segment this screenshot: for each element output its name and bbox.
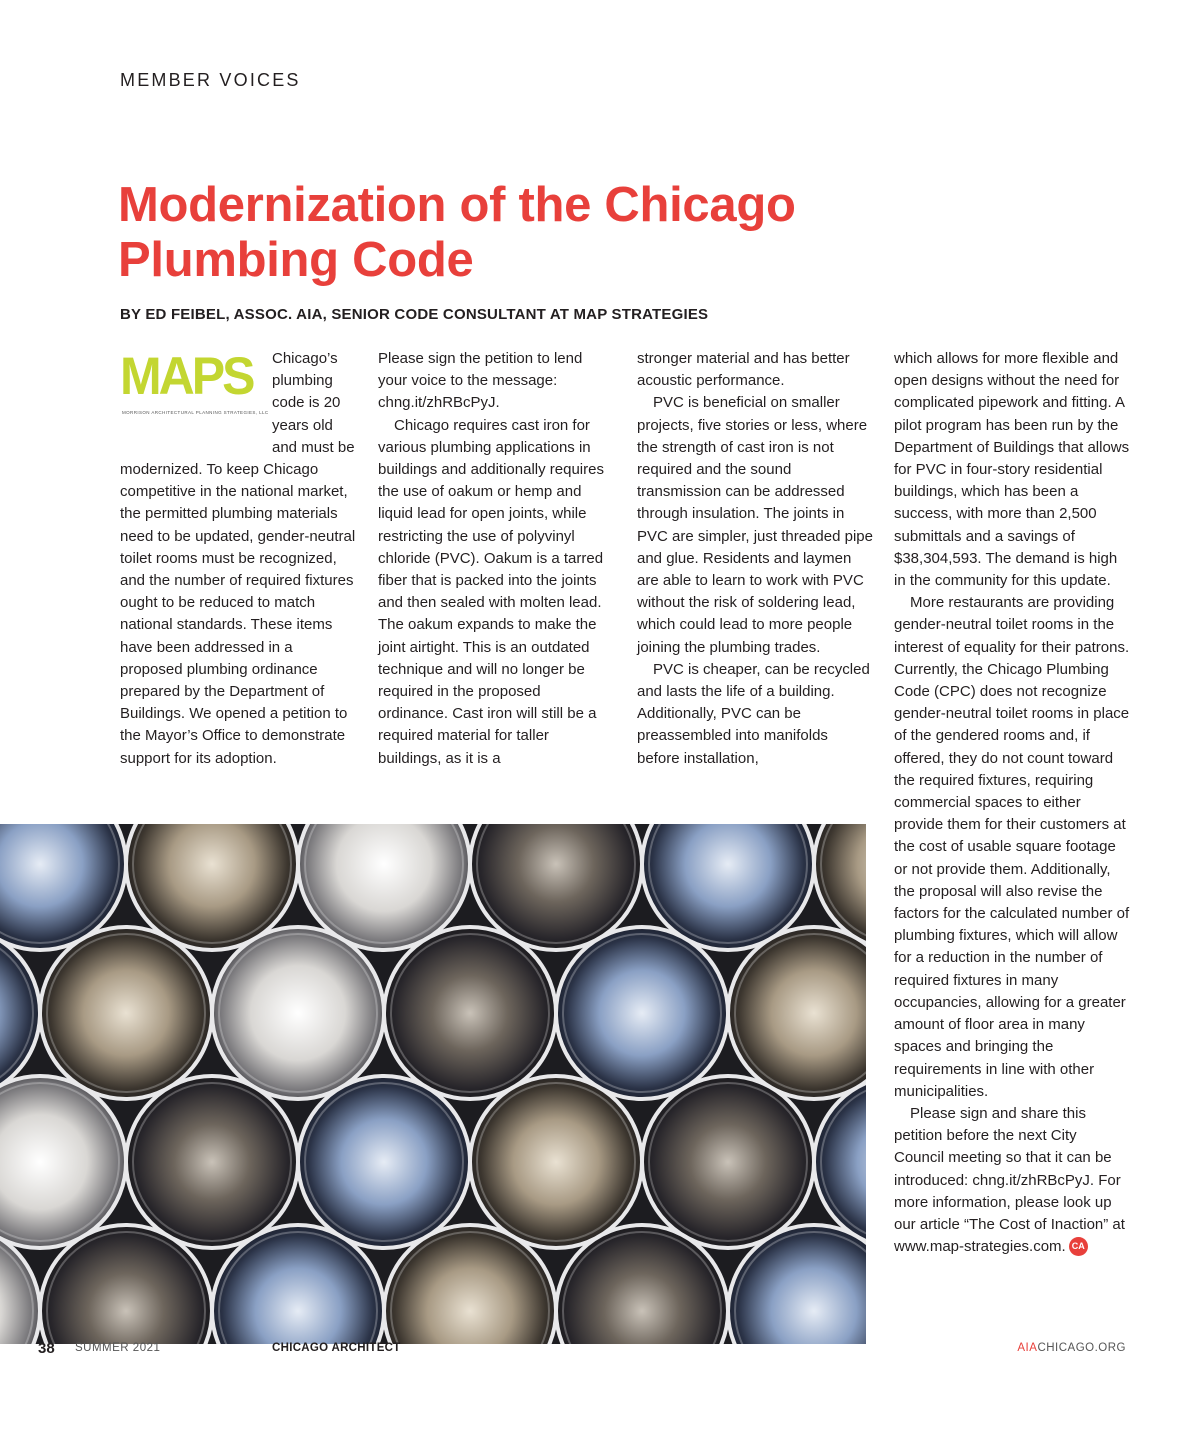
website-rest: CHICAGO.ORG: [1037, 1342, 1126, 1354]
pipe-end: [212, 927, 384, 1099]
pipe-end: [40, 927, 212, 1099]
article-title: Modernization of the Chicago Plumbing Code: [118, 178, 796, 287]
pipe-end: [298, 1076, 470, 1248]
paragraph: stronger material and has better acoustic performance.: [637, 350, 850, 390]
text-column-4: [894, 348, 1130, 1258]
website-accent: AIA: [1017, 1342, 1038, 1354]
paragraph: PVC is cheaper, can be recycled and lasts the life of a building. Additionally, PVC can be preassembled into manifolds before installation,: [637, 660, 870, 767]
paragraph: Chicago’s plumbing code is 20 years old and must be modernized. To keep Chicago competitive in the national market, the permitted plumbing materials need to be updated, gender-neutral toilet rooms must be recognized, and the number of required fixtures ought to be reduced to match national standards. These items have been addressed in a proposed plumbing ordinance prepared by the Department of Buildings. We opened a petition to the Mayor’s Office to demonstrate support for its adoption.: [120, 350, 356, 767]
page-number: 38: [38, 1340, 55, 1357]
page-footer: [0, 1340, 1200, 1360]
byline: BY ED FEIBEL, ASSOC. AIA, SENIOR CODE CONSULTANT AT MAP STRATEGIES: [120, 306, 709, 323]
section-label: MEMBER VOICES: [120, 70, 301, 90]
pipe-end: [642, 1076, 814, 1248]
paragraph-text: Please sign and share this petition before the next City Council meeting so that it can be introduced: chng.it/zhRBcPyJ. For more information, please look up our article “The Cost of Inaction” at www.map-strategies.com.: [894, 1104, 1125, 1256]
pipes-photo: [0, 824, 866, 1344]
pipe-end: [556, 927, 728, 1099]
maps-logo-text: MAPS: [120, 346, 253, 406]
pipe-end: [384, 927, 556, 1099]
text-column-3: [637, 348, 873, 770]
paragraph: which allows for more flexible and open designs without the need for complicated pipework and fitting. A pilot program has been run by the Department of Buildings that allows for PVC in four-story residential buildings, which has been a success, with more than 2,500 submittals and a savings of $38,304,593. The demand is high in the community for this update.: [894, 350, 1130, 590]
paragraph: Please sign the petition to lend your voice to the message: chng.it/zhRBcPyJ.: [378, 350, 583, 412]
text-column-2: [378, 348, 614, 770]
paragraph: Chicago requires cast iron for various plumbing applications in buildings and additionally requires the use of oakum or hemp and liquid lead for open joints, while restricting the use of polyvinyl chloride (PVC). Oakum is a tarred fiber that is packed into the joints and then sealed with molten lead. The oakum expands to make the joint airtight. This is an outdated technique and will no longer be required in the proposed ordinance. Cast iron will still be a required material for taller buildings, as it is a: [378, 416, 604, 767]
ca-end-icon: CA: [1069, 1237, 1088, 1256]
text-column-1: [120, 348, 356, 770]
issue-date: SUMMER 2021: [75, 1342, 161, 1354]
magazine-name: CHICAGO ARCHITECT: [272, 1342, 401, 1354]
paragraph-final: [894, 1103, 1130, 1258]
maps-logo: [120, 346, 269, 444]
paragraph: PVC is beneficial on smaller projects, five stories or less, where the strength of cast iron is not required and the sound transmission can be addressed through insulation. The joints in PVC are simpler, just threaded pipe and glue. Residents and laymen are able to learn to work with PVC without the risk of soldering lead, which could lead to more people joining the plumbing trades.: [637, 394, 873, 656]
paragraph: More restaurants are providing gender-neutral toilet rooms in the interest of equality for their patrons. Currently, the Chicago Plumbing Code (CPC) does not recognize gender-neutral toilet rooms in place of the gendered rooms and, if offered, they do not count toward the required fixtures, requiring commercial spaces to either provide them for their customers at the cost of usable square footage or not provide them. Additionally, the proposal will also revise the factors for the calculated number of plumbing fixtures, which will allow for a reduction in the number of required fixtures in many occupancies, allowing for a greater amount of floor area in many spaces and bringing the requirements in line with other municipalities.: [894, 594, 1130, 1100]
website-link[interactable]: [1017, 1342, 1126, 1354]
pvc-pipes-image: [0, 824, 866, 1344]
pipe-end: [126, 1076, 298, 1248]
pipe-end: [470, 1076, 642, 1248]
maps-logo-subtitle: MORRISON ARCHITECTURAL PLANNING STRATEGIES, LLC: [122, 410, 269, 415]
